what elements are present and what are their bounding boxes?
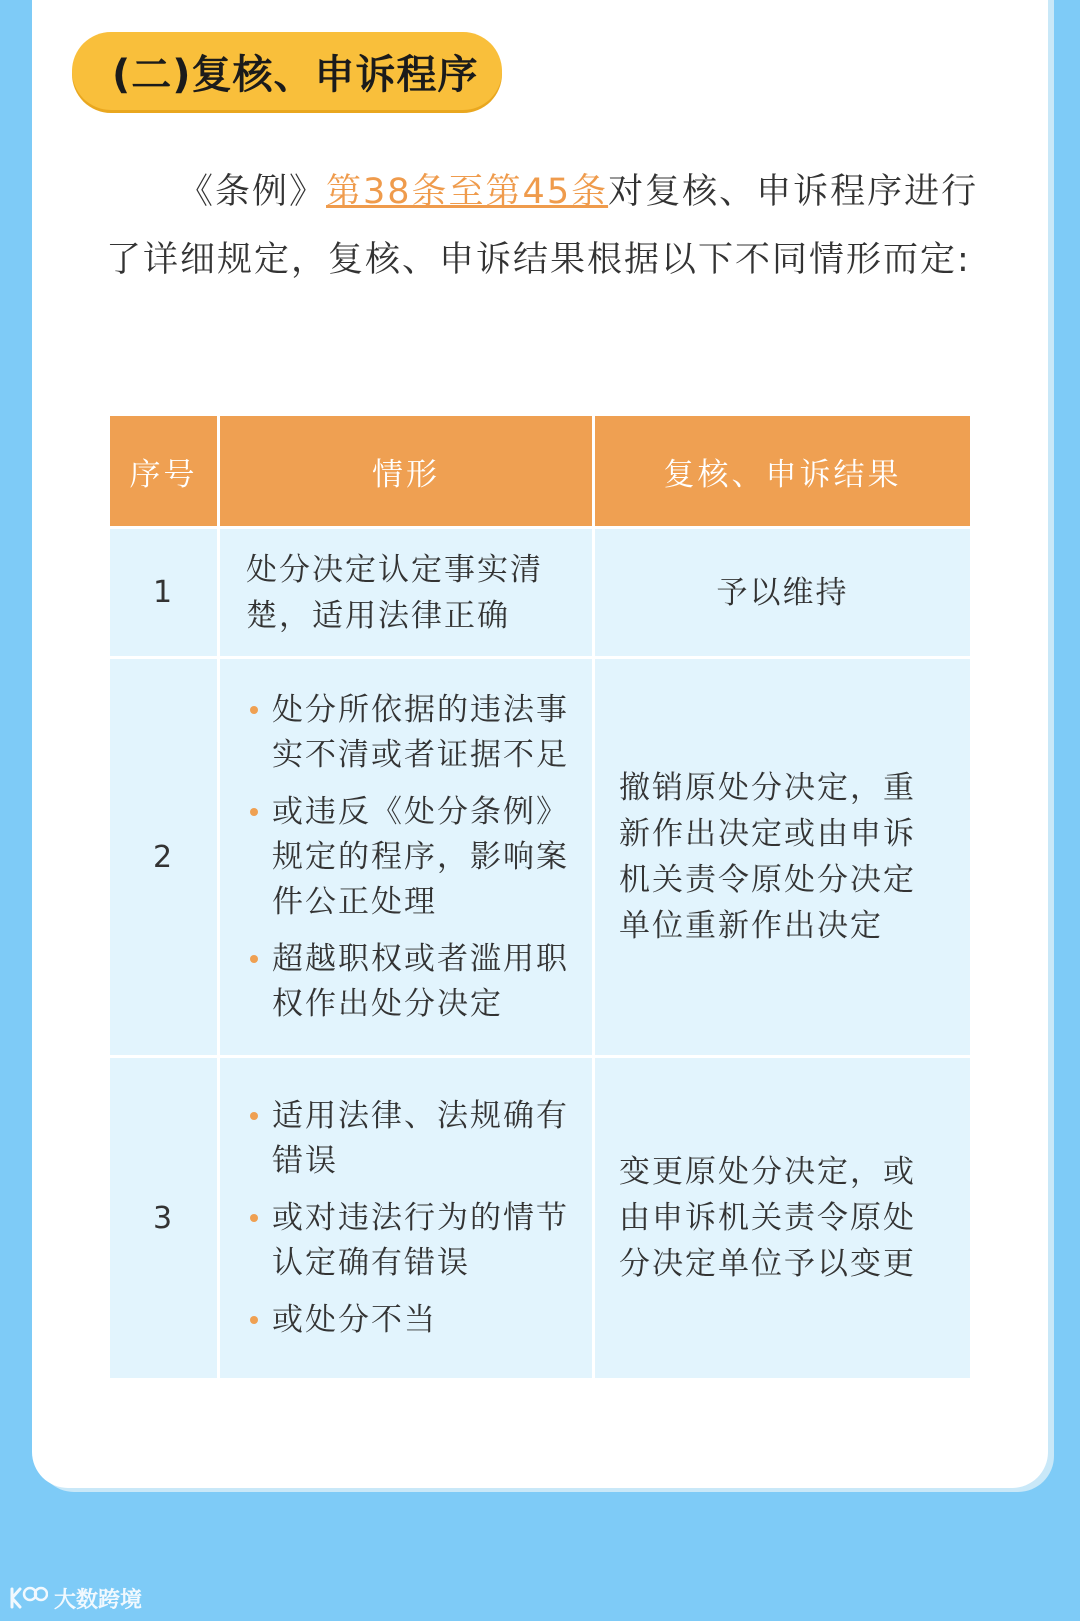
header-num: 序号 — [110, 416, 217, 526]
bullet-dot-icon — [250, 1316, 258, 1324]
intro-prefix: 《条例》 — [178, 172, 327, 212]
row-1-result: 予以维持 — [595, 529, 970, 656]
watermark — [8, 1581, 142, 1615]
row-2-condition — [220, 659, 592, 1055]
review-appeal-table — [110, 416, 970, 1378]
row-2-result: 撤销原处分决定，重新作出决定或由申诉机关责令原处分决定单位重新作出决定 — [595, 659, 970, 1055]
condition-text: 适用法律、法规确有错误 — [272, 1097, 569, 1179]
intro-paragraph — [106, 158, 986, 294]
list-item — [246, 1196, 574, 1286]
intro-suffix: 对复核、申诉程序进行了详细规定，复核、申诉结果根据以下不同情形而定: — [106, 172, 979, 280]
row-1-condition — [220, 529, 592, 656]
row-1-num: 1 — [110, 529, 217, 656]
row-2-num: 2 — [110, 659, 217, 1055]
row-3-result: 变更原处分决定，或由申诉机关责令原处分决定单位予以变更 — [595, 1058, 970, 1378]
list-item — [246, 688, 574, 778]
row-3-condition-list — [246, 1094, 574, 1343]
row-1-condition-text: 处分决定认定事实清楚，适用法律正确 — [246, 551, 543, 634]
condition-text: 或违反《处分条例》规定的程序，影响案件公正处理 — [272, 793, 569, 920]
list-item — [246, 1094, 574, 1184]
bullet-dot-icon — [250, 955, 258, 963]
regulation-link[interactable]: 第38条至第45条 — [326, 172, 609, 212]
section-title: (二)复核、申诉程序 — [112, 51, 479, 98]
row-3-condition — [220, 1058, 592, 1378]
bullet-dot-icon — [250, 706, 258, 714]
brand-logo-icon — [8, 1585, 48, 1611]
row-3-num: 3 — [110, 1058, 217, 1378]
section-title-pill — [72, 32, 502, 110]
condition-text: 或处分不当 — [272, 1301, 437, 1338]
bullet-dot-icon — [250, 1214, 258, 1222]
list-item — [246, 1298, 574, 1343]
watermark-text: 大数跨境 — [54, 1587, 143, 1613]
header-result: 复核、申诉结果 — [595, 416, 970, 526]
condition-text: 处分所依据的违法事实不清或者证据不足 — [272, 691, 569, 773]
list-item — [246, 790, 574, 925]
bullet-dot-icon — [250, 808, 258, 816]
condition-text: 或对违法行为的情节认定确有错误 — [272, 1199, 569, 1281]
list-item — [246, 937, 574, 1027]
condition-text: 超越职权或者滥用职权作出处分决定 — [272, 940, 569, 1022]
header-condition: 情形 — [220, 416, 592, 526]
row-2-condition-list — [246, 688, 574, 1027]
bullet-dot-icon — [250, 1112, 258, 1120]
